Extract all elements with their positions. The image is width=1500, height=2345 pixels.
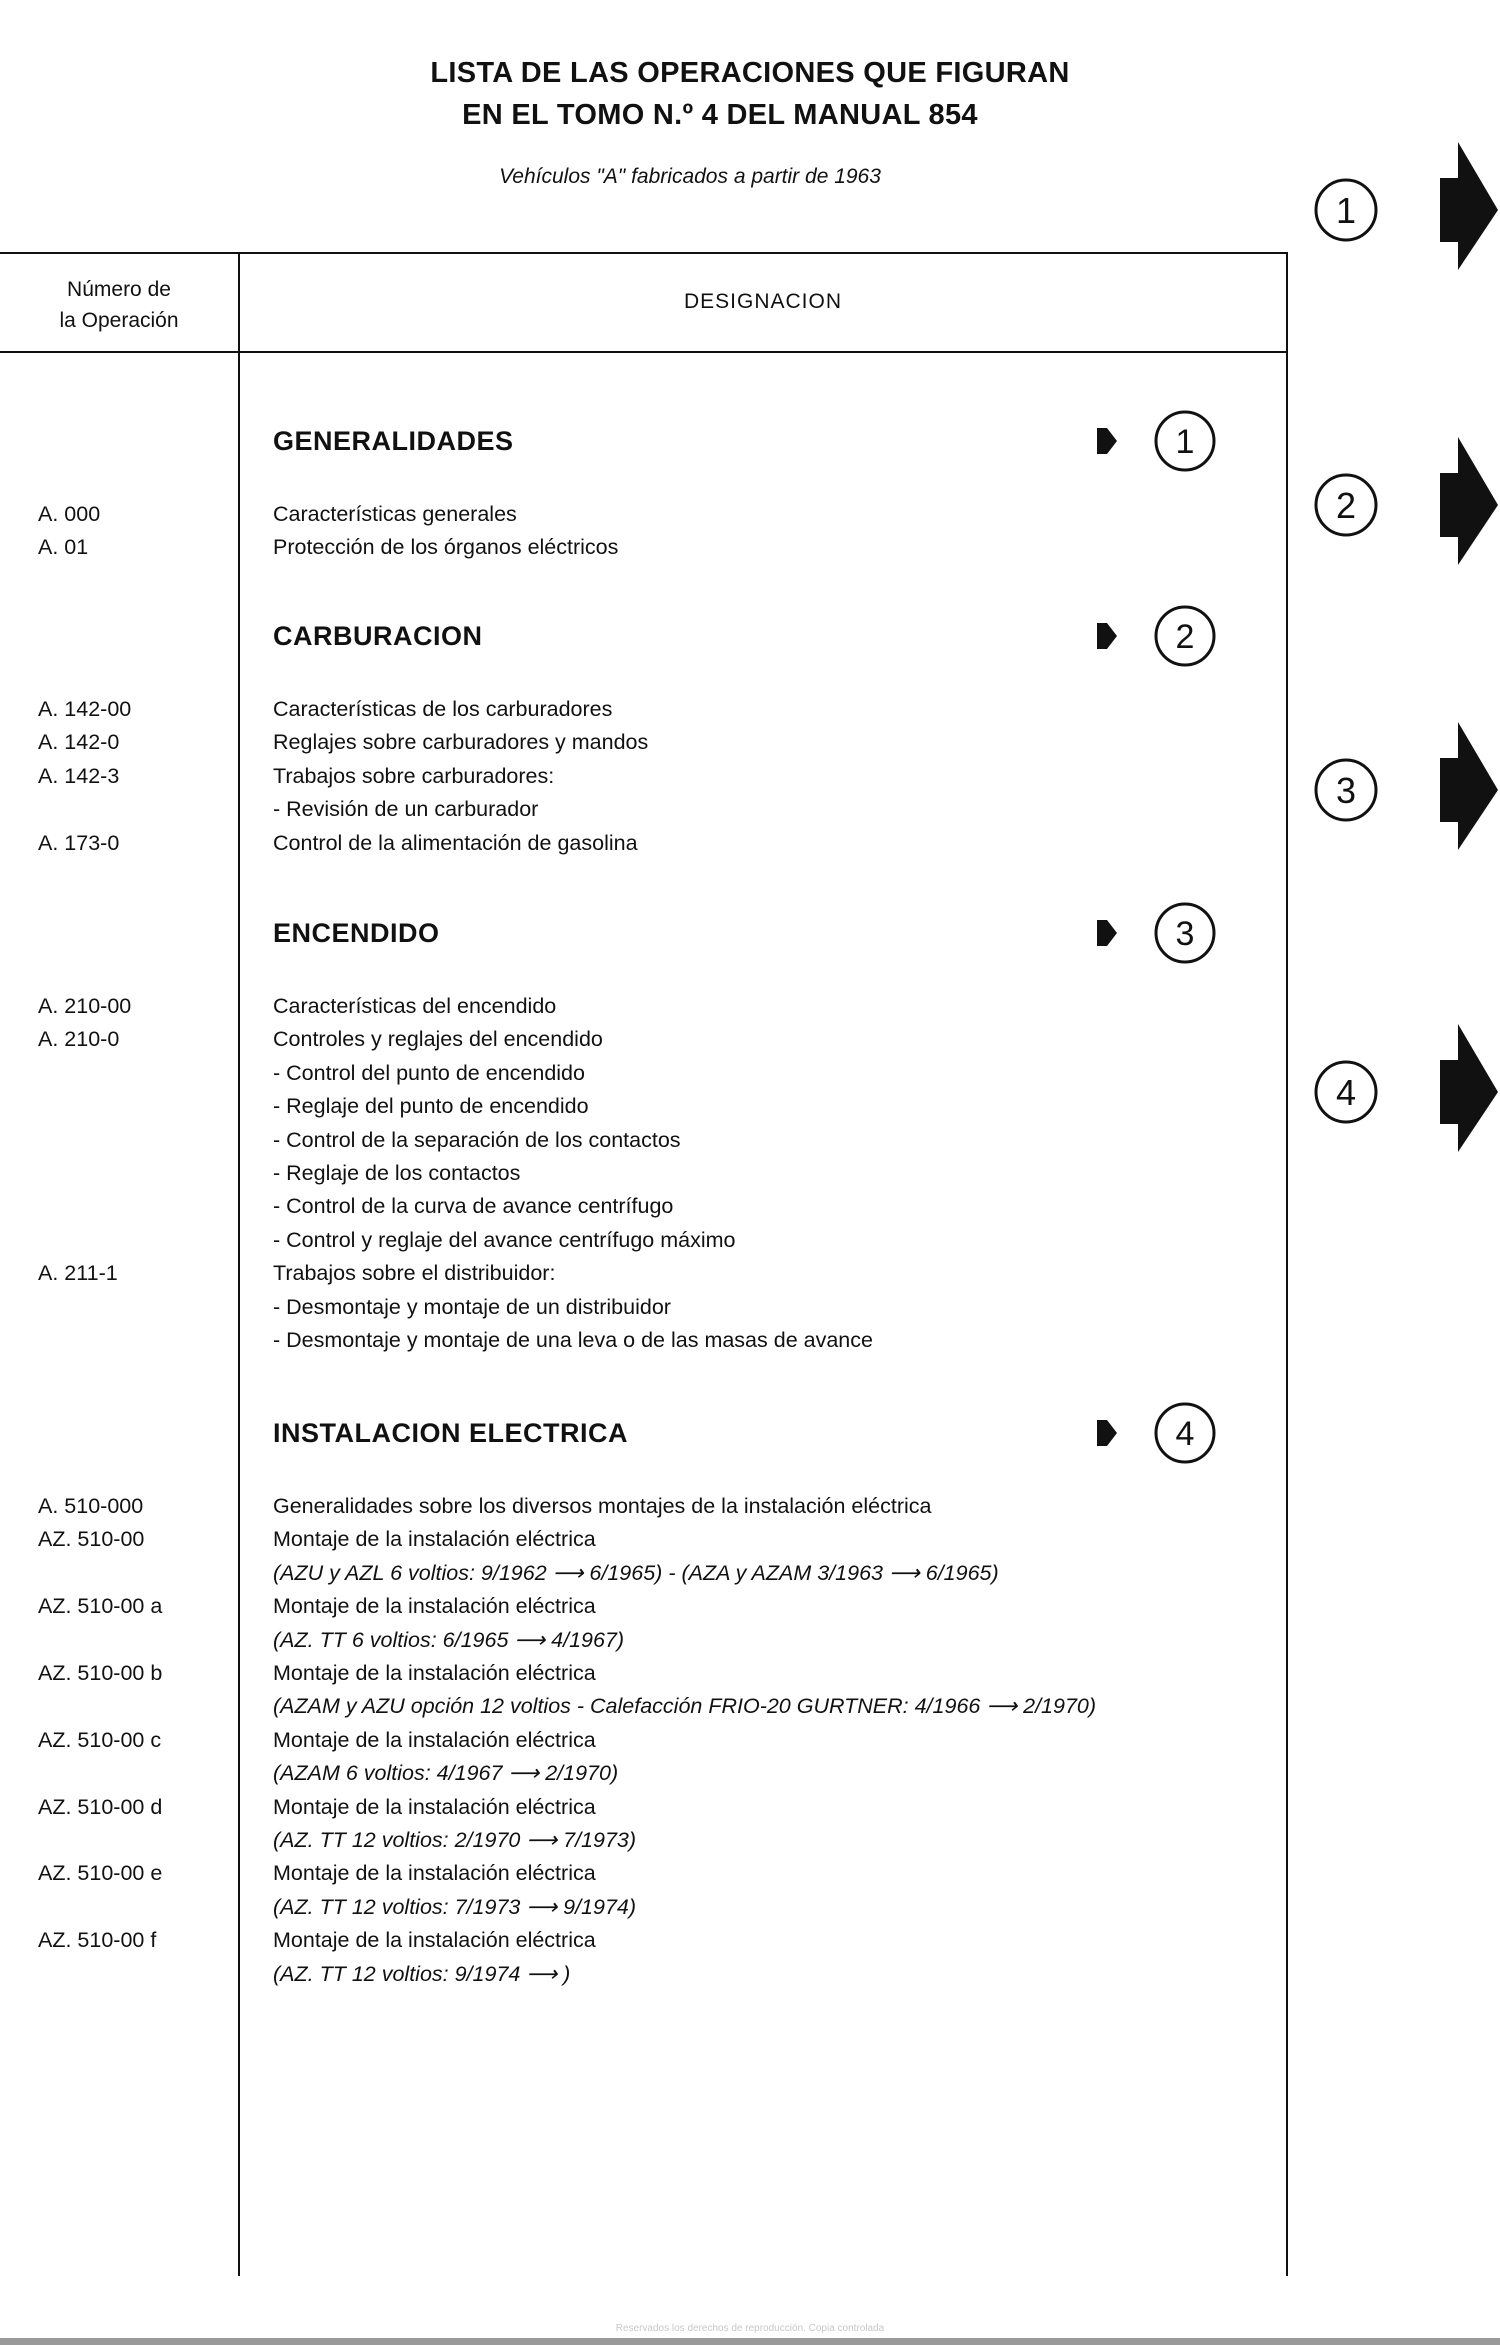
table-row (0, 497, 1288, 531)
arrow-icon (1097, 920, 1117, 946)
arrow-icon (1097, 1420, 1117, 1446)
arrow-icon (1440, 437, 1498, 565)
table-row (0, 692, 1288, 726)
page-subtitle (0, 165, 1500, 189)
section-marker-4 (1093, 1398, 1233, 1468)
section-marker-3 (1093, 898, 1233, 968)
operation-designation: - Desmontaje y montaje de una leva o de las masas de avance (273, 1328, 873, 1352)
header-rule (0, 351, 1288, 353)
table-row (0, 1589, 1288, 1623)
operation-designation: Montaje de la instalación eléctrica (273, 1727, 596, 1752)
arrow-icon (1440, 722, 1498, 850)
section-marker-1 (1093, 406, 1233, 476)
arrow-circled-number-icon (1093, 406, 1233, 476)
operation-designation: Características del encendido (273, 994, 557, 1018)
table-row (0, 530, 1288, 564)
operation-number: A. 210-0 (38, 1027, 120, 1052)
table-row (0, 1290, 1288, 1324)
section-marker-2 (1093, 601, 1233, 671)
side-tab-1 (1308, 130, 1500, 270)
operation-designation: (AZ. TT 12 voltios: 9/1974 ⟶ ) (273, 1961, 571, 1986)
column-header-number (0, 274, 238, 336)
table-row (0, 725, 1288, 759)
section-title: ENCENDIDO (273, 918, 440, 948)
operation-designation: Montaje de la instalación eléctrica (273, 1661, 596, 1685)
side-tab-number: 4 (1335, 1072, 1357, 1113)
table-row (0, 1089, 1288, 1123)
operation-designation: Protección de los órganos eléctricos (273, 535, 619, 560)
table-row (0, 1256, 1288, 1290)
table-row (0, 1790, 1288, 1824)
operation-number: A. 142-3 (38, 763, 120, 788)
side-tab-4 (1308, 1012, 1500, 1152)
arrow-tab-icon (1308, 130, 1500, 270)
operation-designation: (AZAM y AZU opción 12 voltios - Calefacción FRIO-20 GURTNER: 4/1966 ⟶ 2/1970) (273, 1694, 1097, 1719)
operation-designation: Controles y reglajes del encendido (273, 1027, 603, 1052)
arrow-circled-number-icon (1093, 1398, 1233, 1468)
table-row (0, 1189, 1288, 1223)
table-row (0, 1923, 1288, 1957)
arrow-icon (1440, 1024, 1498, 1152)
operation-number: A. 211-1 (38, 1261, 118, 1286)
side-tab-2 (1308, 425, 1500, 565)
table-row (0, 1556, 1288, 1590)
operation-designation: - Control y reglaje del avance centrífugo máximo (273, 1227, 736, 1252)
table-row (0, 1689, 1288, 1723)
arrow-tab-icon (1308, 425, 1500, 565)
section-marker-number: 1 (1175, 423, 1195, 461)
table-row (0, 1756, 1288, 1790)
operation-designation: Montaje de la instalación eléctrica (273, 1928, 596, 1953)
operation-designation: (AZ. TT 12 voltios: 2/1970 ⟶ 7/1973) (273, 1828, 637, 1852)
operation-designation: Montaje de la instalación eléctrica (273, 1794, 596, 1819)
operation-number: AZ. 510-00 d (38, 1794, 163, 1819)
side-tab-number: 2 (1335, 485, 1357, 526)
operation-designation: Montaje de la instalación eléctrica (273, 1527, 596, 1552)
table-row (0, 1123, 1288, 1157)
table-row (0, 1522, 1288, 1556)
table-row (0, 1957, 1288, 1991)
table-row (0, 1156, 1288, 1190)
operation-number: A. 173-0 (38, 830, 120, 855)
side-tab-3 (1308, 710, 1500, 850)
operation-number: AZ. 510-00 b (38, 1661, 163, 1685)
page-edge (0, 2338, 1500, 2345)
operation-number: AZ. 510-00 a (38, 1594, 163, 1619)
operation-designation: Reglajes sobre carburadores y mandos (273, 730, 649, 755)
operation-designation: - Control de la separación de los contactos (273, 1127, 681, 1152)
arrow-icon (1440, 142, 1498, 270)
operation-designation: Control de la alimentación de gasolina (273, 830, 638, 855)
section-title: GENERALIDADES (273, 426, 514, 456)
arrow-tab-icon (1308, 1012, 1500, 1152)
arrow-icon (1097, 428, 1117, 454)
table-row (0, 1856, 1288, 1890)
operation-designation: Trabajos sobre carburadores: (273, 763, 555, 788)
column-header-designation: DESIGNACION (683, 290, 843, 313)
section-title: INSTALACION ELECTRICA (273, 1418, 628, 1448)
title-line-2: EN EL TOMO N.º 4 DEL MANUAL 854 (462, 99, 978, 131)
arrow-circled-number-icon (1093, 601, 1233, 671)
operation-designation: (AZAM 6 voltios: 4/1967 ⟶ 2/1970) (273, 1761, 619, 1786)
table-row (0, 826, 1288, 860)
footer-note: Reservados los derechos de reproducción. Copia controlada (615, 2323, 885, 2334)
operation-number: AZ. 510-00 e (38, 1861, 163, 1886)
operation-designation: Trabajos sobre el distribuidor: (273, 1261, 556, 1286)
operation-designation: Generalidades sobre los diversos montajes de la instalación eléctrica (273, 1494, 932, 1518)
operation-number: A. 510-000 (38, 1494, 144, 1518)
operation-number: AZ. 510-00 (38, 1527, 145, 1552)
arrow-icon (1097, 623, 1117, 649)
table-row (0, 1823, 1288, 1857)
section-title: CARBURACION (273, 621, 483, 651)
operation-designation: - Control del punto de encendido (273, 1060, 585, 1085)
table-row (0, 1656, 1288, 1690)
operation-number: A. 142-00 (38, 697, 132, 721)
side-tab-number: 1 (1335, 190, 1357, 231)
title-line-1: LISTA DE LAS OPERACIONES QUE FIGURAN (430, 57, 1070, 89)
side-tab-number: 3 (1335, 770, 1357, 811)
operation-designation: Características de los carburadores (273, 697, 613, 721)
operation-designation: - Reglaje de los contactos (273, 1161, 521, 1185)
section-marker-number: 4 (1175, 1415, 1195, 1453)
table-row (0, 759, 1288, 793)
arrow-tab-icon (1308, 710, 1500, 850)
column-header-number-line1: Número de (67, 278, 171, 301)
operation-number: AZ. 510-00 c (38, 1727, 162, 1752)
operation-designation: Montaje de la instalación eléctrica (273, 1861, 596, 1886)
operation-designation: - Revisión de un carburador (273, 797, 539, 822)
subtitle-text: Vehículos "A" fabricados a partir de 1963 (499, 165, 881, 188)
table-row (0, 1623, 1288, 1657)
table-row (0, 1890, 1288, 1924)
operation-designation: (AZ. TT 12 voltios: 7/1973 ⟶ 9/1974) (273, 1894, 637, 1919)
operation-designation: (AZU y AZL 6 voltios: 9/1962 ⟶ 6/1965) - (AZA y AZAM 3/1963 ⟶ 6/1965) (273, 1560, 999, 1585)
operation-designation: - Control de la curva de avance centrífugo (273, 1194, 674, 1219)
table-row (0, 1022, 1288, 1056)
table-row (0, 1723, 1288, 1757)
arrow-circled-number-icon (1093, 898, 1233, 968)
operation-designation: - Reglaje del punto de encendido (273, 1094, 589, 1119)
table-row (0, 1223, 1288, 1257)
table-row (0, 1323, 1288, 1357)
column-header-number-line2: la Operación (59, 309, 179, 332)
operation-designation: (AZ. TT 6 voltios: 6/1965 ⟶ 4/1967) (273, 1627, 625, 1652)
table-row (0, 1489, 1288, 1523)
operation-designation: Características generales (273, 502, 517, 526)
operation-designation: Montaje de la instalación eléctrica (273, 1594, 596, 1619)
operation-number: A. 210-00 (38, 994, 132, 1018)
page-title (0, 52, 1500, 136)
table-row (0, 792, 1288, 826)
operation-number: A. 01 (38, 535, 89, 560)
operation-number: AZ. 510-00 f (38, 1928, 157, 1953)
operation-number: A. 000 (38, 502, 101, 526)
section-marker-number: 2 (1175, 618, 1195, 656)
section-marker-number: 3 (1175, 915, 1195, 953)
table-row (0, 1056, 1288, 1090)
operation-number: A. 142-0 (38, 730, 120, 755)
table-row (0, 989, 1288, 1023)
operation-designation: - Desmontaje y montaje de un distribuidor (273, 1294, 671, 1319)
